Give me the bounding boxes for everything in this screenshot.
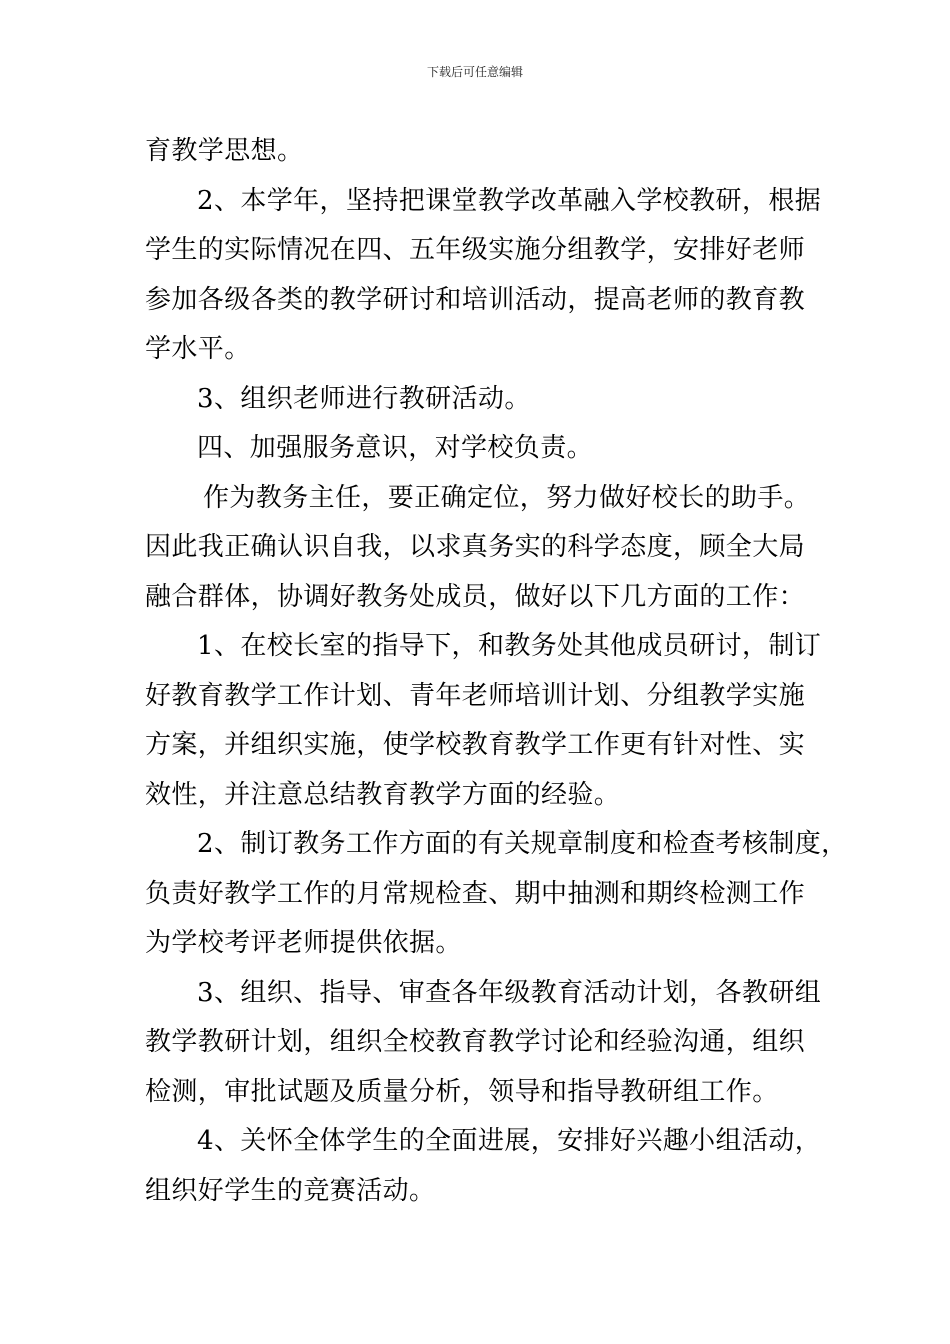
text-line: 育教学思想。	[145, 136, 304, 166]
text-line: 2、本学年，坚持把课堂教学改革融入学校教研，根据	[197, 185, 822, 216]
page-header: 下载后可任意编辑	[426, 65, 523, 79]
text-line: 2、制订教务工作方面的有关规章制度和检查考核制度，	[197, 829, 848, 859]
text-line: 组织好学生的竞赛活动。	[145, 1175, 436, 1206]
text-line: 为学校考评老师提供依据。	[145, 928, 462, 958]
text-line: 3、组织老师进行教研活动。	[197, 383, 531, 414]
text-line: 效性，并注意总结教育教学方面的经验。	[145, 779, 621, 810]
text-line: 学生的实际情况在四、五年级实施分组教学，安排好老师	[145, 235, 806, 265]
text-line: 因此我正确认识自我，以求真务实的科学态度，顾全大局	[145, 532, 806, 562]
text-line: 1、在校长室的指导下，和教务处其他成员研讨，制订	[197, 631, 822, 661]
text-line: 教学教研计划，组织全校教育教学讨论和经验沟通，组织	[145, 1027, 806, 1057]
text-line: 学水平。	[145, 334, 251, 364]
text-line: 检测，审批试题及质量分析，领导和指导教研组工作。	[145, 1076, 779, 1107]
text-line: 负责好教学工作的月常规检查、期中抽测和期终检测工作	[145, 878, 806, 909]
text-line: 3、组织、指导、审查各年级教育活动计划，各教研组	[197, 977, 822, 1008]
document-body	[145, 127, 848, 1216]
text-line: 参加各级各类的教学研讨和培训活动，提高老师的教育教	[145, 284, 806, 315]
text-line: 融合群体，协调好教务处成员，做好以下几方面的工作：	[145, 581, 806, 612]
text-line: 4、关怀全体学生的全面进展，安排好兴趣小组活动，	[197, 1126, 822, 1156]
text-line: 作为教务主任，要正确定位，努力做好校长的助手。	[203, 482, 811, 513]
text-line: 好教育教学工作计划、青年老师培训计划、分组教学实施	[145, 680, 806, 711]
text-line: 四、加强服务意识，对学校负责。	[197, 433, 594, 463]
text-line: 方案，并组织实施，使学校教育教学工作更有针对性、实	[145, 730, 806, 760]
